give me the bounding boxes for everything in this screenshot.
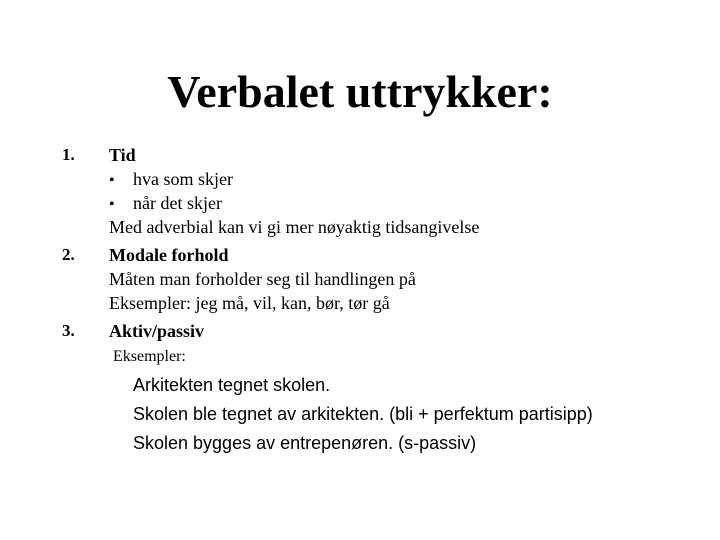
item-text-line: Eksempler: jeg må, vil, kan, bør, tør gå [109,293,390,313]
item-heading-aktiv-passiv: Aktiv/passiv [109,321,205,341]
item-text-line: Måten man forholder seg til handlingen på [109,269,416,289]
item-number-1: 1. [62,145,75,164]
bullet-list-item [109,192,222,216]
item-number-3: 3. [62,321,75,340]
item-heading-modale: Modale forhold [109,245,229,265]
bullet-text: hva som skjer [133,169,233,189]
bullet-icon: • [109,196,115,213]
examples-label: Eksempler: [113,348,186,365]
item-number-2: 2. [62,245,75,264]
slide-title: Verbalet uttrykker: [167,66,553,117]
bullet-text: når det skjer [133,193,222,213]
example-sentence: Skolen ble tegnet av arkitekten. (bli + perfektum partisipp) [133,404,593,424]
example-sentence: Skolen bygges av entrepenøren. (s-passiv) [133,433,477,453]
bullet-list-item [109,168,233,192]
example-sentence: Arkitekten tegnet skolen. [133,375,331,395]
item-note: Med adverbial kan vi gi mer nøyaktig tidsangivelse [109,217,480,237]
item-heading-tid: Tid [109,145,136,165]
bullet-icon: • [109,172,115,189]
